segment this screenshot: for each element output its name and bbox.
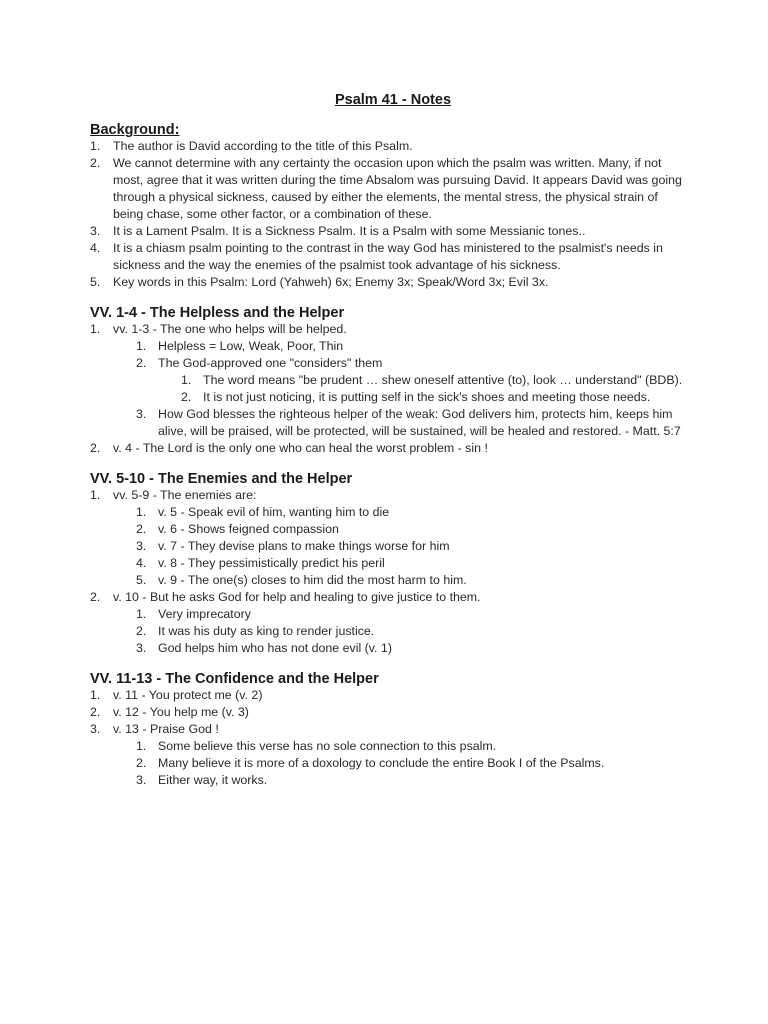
- list-item: 3. v. 13 - Praise God !: [90, 722, 219, 736]
- section-list: [90, 589, 690, 606]
- document-page: [90, 92, 690, 789]
- page-title: Psalm 41 - Notes: [334, 92, 452, 108]
- list-item: 2. v. 12 - You help me (v. 3): [90, 705, 249, 719]
- section-list: [90, 687, 690, 738]
- background-section: [90, 122, 690, 291]
- list-item: 5. Key words in this Psalm: Lord (Yahweh) 6x; Enemy 3x; Speak/Word 3x; Evil 3x.: [90, 275, 549, 289]
- list-item: 1. vv. 5-9 - The enemies are:: [90, 488, 257, 502]
- section-list: [90, 440, 690, 457]
- list-item: 2. We cannot determine with any certainty the occasion upon which the psalm was written. Many, if not most, agree that it was written during the time Absalom was pursuing David. It appears David was going through a physical sickness, caused by either the elements, the mental stress, the physical strain of being chase, some other factor, or a combination of these.: [90, 156, 682, 221]
- background-list: [90, 138, 690, 291]
- sub-list: [90, 738, 690, 789]
- section-heading: VV. 5-10 - The Enemies and the Helper: [90, 471, 353, 487]
- list-item: 3. It is a Lament Psalm. It is a Sickness Psalm. It is a Psalm with some Messianic tones..: [90, 224, 586, 238]
- list-item: 1. The word means "be prudent … shew oneself attentive (to), look … understand" (BDB).: [181, 373, 683, 387]
- list-item: 1. v. 5 - Speak evil of him, wanting him to die: [136, 505, 390, 519]
- list-item: 2. It is not just noticing, it is putting self in the sick's shoes and meeting those needs.: [181, 390, 651, 404]
- sub-sub-list: [90, 372, 690, 406]
- section-list: [90, 487, 690, 504]
- list-item: 3. God helps him who has not done evil (v. 1): [136, 641, 392, 655]
- section-vv5-10: [90, 471, 690, 657]
- section-vv1-4: [90, 305, 690, 457]
- sub-list: [90, 338, 690, 372]
- list-item: 2. v. 10 - But he asks God for help and healing to give justice to them.: [90, 590, 481, 604]
- list-item: 2. It was his duty as king to render justice.: [136, 624, 375, 638]
- list-item: 1. Some believe this verse has no sole connection to this psalm.: [136, 739, 497, 753]
- list-item: 2. v. 6 - Shows feigned compassion: [136, 522, 339, 536]
- list-item: 3. v. 7 - They devise plans to make things worse for him: [136, 539, 450, 553]
- list-item: 5. v. 9 - The one(s) closes to him did the most harm to him.: [136, 573, 467, 587]
- list-item: 3. Either way, it works.: [136, 773, 268, 787]
- section-heading: VV. 11-13 - The Confidence and the Helper: [90, 671, 379, 687]
- list-item: 1. v. 11 - You protect me (v. 2): [90, 688, 263, 702]
- list-item: 4. v. 8 - They pessimistically predict his peril: [136, 556, 385, 570]
- sub-list: [90, 406, 690, 440]
- background-heading: Background:: [90, 122, 180, 138]
- section-list: [90, 321, 690, 338]
- section-vv11-13: [90, 671, 690, 789]
- list-item: 1. Very imprecatory: [136, 607, 251, 621]
- list-item: 3. How God blesses the righteous helper of the weak: God delivers him, protects him, keeps him alive, will be praised, will be protected, will be sustained, will be healed and restored. - Matt. 5:7: [136, 407, 681, 438]
- list-item: 1. The author is David according to the title of this Psalm.: [90, 139, 413, 153]
- section-heading: VV. 1-4 - The Helpless and the Helper: [90, 305, 345, 321]
- list-item: 4. It is a chiasm psalm pointing to the contrast in the way God has ministered to the psalmist's needs in sickness and the way the enemies of the psalmist took advantage of his sickness.: [90, 241, 663, 272]
- list-item: 1. vv. 1-3 - The one who helps will be helped.: [90, 322, 347, 336]
- list-item: 2. Many believe it is more of a doxology to conclude the entire Book I of the Psalms.: [136, 756, 605, 770]
- sub-list: [90, 504, 690, 589]
- list-item: 2. v. 4 - The Lord is the only one who can heal the worst problem - sin !: [90, 441, 488, 455]
- list-item: 2. The God-approved one "considers" them: [136, 356, 383, 370]
- list-item: 1. Helpless = Low, Weak, Poor, Thin: [136, 339, 344, 353]
- sub-list: [90, 606, 690, 657]
